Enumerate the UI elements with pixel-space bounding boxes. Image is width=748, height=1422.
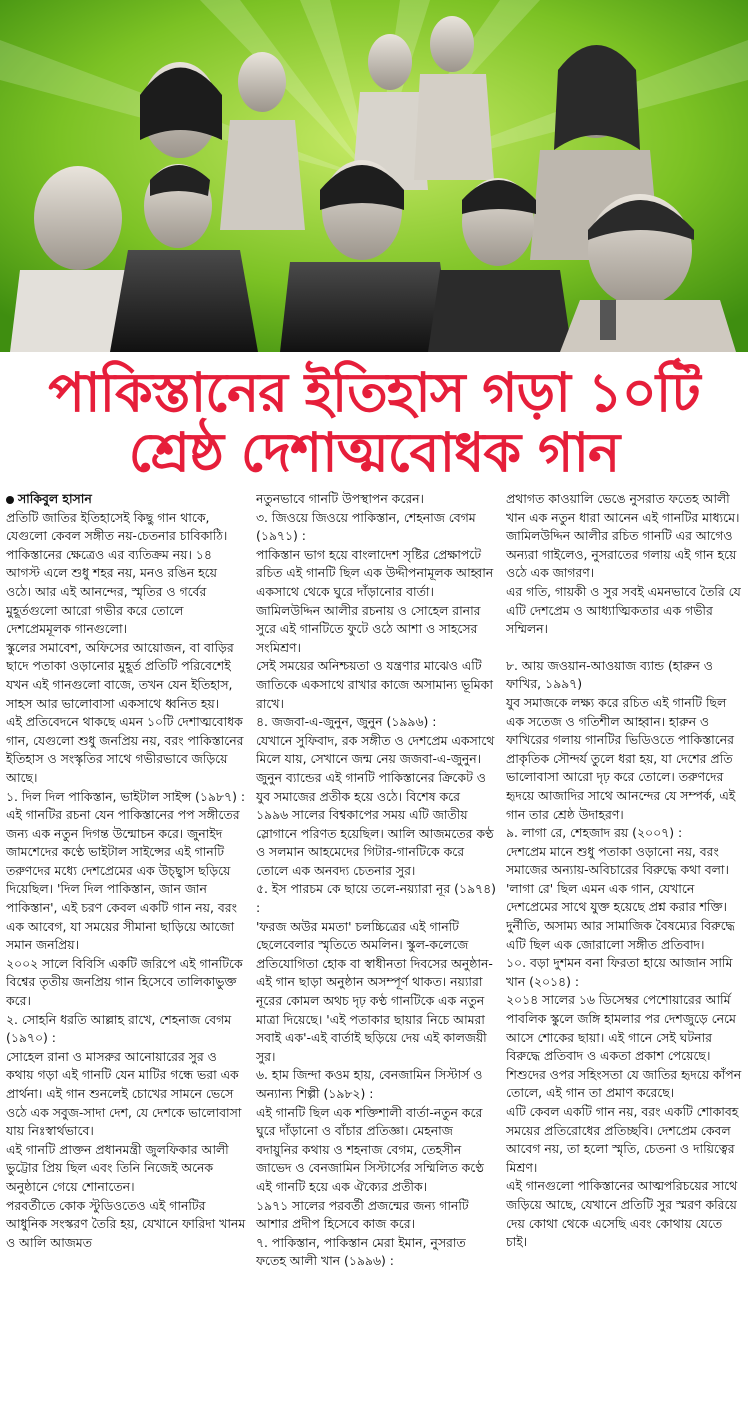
paragraph: ২০১৪ সালের ১৬ ডিসেম্বর পেশোয়ারের আর্মি পাবলিক স্কুলে জঙ্গি হামলার পর দেশজুড়ে নেমে আসে শোকের ছায়া। এই গানে সেই ঘটনার বিরুদ্ধে প্রতিবাদ ও একতা প্রকাশ পেয়েছে।	[506, 992, 736, 1064]
paragraph: এই গানগুলো পাকিস্তানের আত্মপরিচয়ের সাথে জড়িয়ে আছে, যেখানে প্রতিটি সুর স্মরণ করিয়ে দেয় কোথা থেকে এসেছি এবং কোথায় যেতে চাই।	[506, 1178, 738, 1250]
paragraph: প্রথাগত কাওয়ালি ভেঙে নুসরাত ফতেহ আলী খান এক নতুন ধারা আনেন এই গানটির মাধ্যমে। জামিলউদ্দিন আলীর রচিত গানটি এর আগেও অন্যরা গাইলেও, নুসরাতের গলায় এই গান হয়ে ওঠে এক জাগরণ।	[506, 491, 740, 581]
paragraph: যুব সমাজকে লক্ষ্য করে রচিত এই গানটি ছিল এক সতেজ ও গতিশীল আহ্বান। হারুন ও ফাখিরের গলায় গানটির ভিডিওতে পাকিস্তানের প্রাকৃতিক সৌন্দর্য তুলে ধরা হয়, যা দেশের প্রতি ভালোবাসা আরো দৃঢ় করে তোলে। তরুণদের হৃদয়ে আজাদির সাথে আনন্দের যে সম্পর্ক, এই গান তার শ্রেষ্ঠ উদাহরণ।	[506, 694, 736, 822]
paragraph: স্কুলের সমাবেশ, অফিসের আয়োজন, বা বাড়ির ছাদে পতাকা ওড়ানোর মুহূর্ত প্রতিটি পরিবেশেই যখন এই গানগুলো বাজে, তখন যেন ইতিহাস, সাহস আর ভালোবাসা একসাথে ধ্বনিত হয়।	[6, 639, 234, 711]
headline-line-1: পাকিস্তানের ইতিহাস গড়া ১০টি	[48, 361, 700, 424]
paragraph: পরবর্তীতে কোক স্টুডিওতেও এই গানটির আধুনিক সংস্করণ তৈরি হয়, যেখানে ফারিদা খানম ও আলি আজমত	[6, 1197, 246, 1250]
headline	[0, 352, 748, 482]
song-heading: ৩. জিওয়ে জিওয়ে পাকিস্তান, শেহনাজ বেগম (১৯৭১) :	[256, 509, 476, 544]
paragraph: প্রতিটি জাতির ইতিহাসেই কিছু গান থাকে, যেগুলো কেবল সঙ্গীত নয়-চেতনার চাবিকাঠি। পাকিস্তানের ক্ষেত্রেও এর ব্যতিক্রম নয়। ১৪ আগস্ট এলে শুধু শহর নয়, মনও রঙিন হয়ে ওঠে। আর এই আনন্দের, স্মৃতির ও গর্বের মুহূর্তগুলো আরো গভীর করে তোলে দেশপ্রেমমূলক গানগুলো।	[6, 509, 228, 637]
paragraph: শিশুদের ওপর সহিংসতা যে জাতির হৃদয়ে কাঁপন তোলে, এই গান তা প্রমাণ করেছে।	[506, 1066, 742, 1101]
paragraph: সোহেল রানা ও মাসরুর আনোয়ারের সুর ও কথায় গড়া এই গানটি যেন মাটির গন্ধে ভরা এক প্রার্থনা। এই গান শুনলেই চোখের সামনে ভেসে ওঠে এক সবুজ-সাদা দেশ, যে দেশকে ভালোবাসা যায় নিঃস্বার্থভাবে।	[6, 1048, 242, 1139]
paragraph: দেশপ্রেম মানে শুধু পতাকা ওড়ানো নয়, বরং সমাজের অন্যায়-অবিচারের বিরুদ্ধে কথা বলা। 'লাগা রে' ছিল এমন এক গান, যেখানে দেশপ্রেমের সাথে যুক্ত হয়েছে প্রশ্ন করার শক্তি। দুর্নীতি, অসাম্য আর সামাজিক বৈষম্যের বিরুদ্ধে এটি ছিল এক জোরালো সঙ্গীত প্রতিবাদ।	[506, 843, 735, 952]
paragraph: নতুনভাবে গানটি উপস্থাপন করেন।	[256, 491, 424, 506]
paragraph: এর গতি, গায়কী ও সুর সবই এমনভাবে তৈরি যে এটি দেশপ্রেম ও আধ্যাত্মিকতার এক গভীর সম্মিলন।	[506, 583, 741, 637]
song-heading: ৬. হাম জিন্দা কওম হায়, বেনজামিন সিস্টার্স ও অন্যান্য শিল্পী (১৯৮২) :	[256, 1067, 483, 1101]
author-name: সাকিবুল হাসান	[18, 491, 92, 506]
paragraph-spacer	[506, 639, 742, 657]
song-heading: ১০. বড়া দুশমন বনা ফিরতা হায়ে আজান সামি খান (২০১৪) :	[506, 955, 733, 989]
article-column-3	[506, 490, 742, 1418]
song-heading: ৯. লাগা রে, শেহজাদ রয় (২০০৭) :	[506, 825, 683, 841]
paragraph: যেখানে সুফিবাদ, রক সঙ্গীত ও দেশপ্রেম একসাথে মিলে যায়, সেখানে জন্ম নেয় জজবা-এ-জুনুন। জুনুন ব্যান্ডের এই গানটি পাকিস্তানের ক্রিকেট ও যুব সমাজের প্রতীক হয়ে ওঠে। বিশেষ করে ১৯৯৬ সালের বিশ্বকাপের সময় এটি জাতীয় স্লোগানে পরিণত হয়েছিল। আলি আজমতের কণ্ঠ ও সলমান আহমেদের গিটার-গানটিকে করে তোলে এক অনবদ্য চেতনার সুর।	[256, 732, 495, 878]
song-heading: ৪. জজবা-এ-জুনুন, জুনুন (১৯৯৬) :	[256, 714, 437, 730]
singers-photo-collage	[0, 0, 748, 352]
article-column-1	[6, 490, 246, 1418]
paragraph: এই প্রতিবেদনে থাকছে এমন ১০টি দেশাত্মবোধক গান, যেগুলো শুধু জনপ্রিয় নয়, বরং পাকিস্তানের ইতিহাস ও সংস্কৃতির সাথে গভীরভাবে জড়িয়ে আছে।	[6, 714, 244, 785]
paragraph: 'ফরজ অউর মমতা' চলচ্চিত্রের এই গানটি ছেলেবেলার স্মৃতিতে অমলিন। স্কুল-কলেজে প্রতিযোগিতা হোক বা স্বাধীনতা দিবসের অনুষ্ঠান- এই গান ছাড়া অনুষ্ঠান অসম্পূর্ণ থাকত। নয়্যারা নূরের কোমল অথচ দৃঢ় কণ্ঠ গানটিকে এক নতুন মাত্রা দিয়েছে। 'এই পতাকার ছায়ার নিচে আমরা সবাই এক'-এই বার্তাই ছড়িয়ে দেয় এই কালজয়ী সুর।	[256, 918, 493, 1064]
paragraph: ১৯৭১ সালের পরবর্তী প্রজন্মের জন্য গানটি আশার প্রদীপ হিসেবে কাজ করে।	[256, 1197, 469, 1232]
paragraph: সেই সময়ের অনিশ্চয়তা ও যন্ত্রণার মাঝেও এটি জাতিকে একসাথে রাখার কাজে অসামান্য ভূমিকা রাখে।	[256, 658, 493, 711]
byline	[6, 490, 246, 509]
paragraph: এই গানটি প্রাক্তন প্রধানমন্ত্রী জুলফিকার আলী ভুট্টোর প্রিয় ছিল এবং তিনি নিজেই অনেক অনুষ্ঠানে গেয়ে শোনাতেন।	[6, 1141, 229, 1194]
paragraph: পাকিস্তান ভাগ হয়ে বাংলাদেশ সৃষ্টির প্রেক্ষাপটে রচিত এই গানটি ছিল এক উদ্দীপনামূলক আহ্বান একসাথে থেকে ঘুরে দাঁড়ানোর বার্তা। জামিলউদ্দিন আলীর রচনায় ও সোহেল রানার সুরে এই গানটিতে ফুটে ওঠে আশা ও সাহসের সংমিশ্রণ।	[256, 546, 494, 655]
headline-line-2: শ্রেষ্ঠ দেশাত্মবোধক গান	[128, 421, 620, 484]
paragraph: ২০০২ সালে বিবিসি একটি জরিপে এই গানটিকে বিশ্বের তৃতীয় জনপ্রিয় গান হিসেবে তালিকাভুক্ত করে।	[6, 955, 243, 1009]
paragraph: এই গানটির রচনা যেন পাকিস্তানের পপ সঙ্গীতের জন্য এক নতুন দিগন্ত উন্মোচন করে। জুনাইদ জামশেদের কণ্ঠে ভাইটাল সাইন্সের এই গানটি তরুণদের মধ্যে দেশপ্রেমের এক উচ্ছ্বাস ছড়িয়ে দিয়েছিল। 'দিল দিল পাকিস্তান, জান জান পাকিস্তান', এই চরণ কেবল একটি গান নয়, বরং এক আবেগ, যা সময়ের সীমানা ছাড়িয়ে আজো সমান জনপ্রিয়।	[6, 807, 240, 953]
song-heading: ৮. আয় জওয়ান-আওয়াজ ব্যান্ড (হারুন ও ফাখির, ১৯৯৭)	[506, 657, 713, 692]
paragraph: এটি কেবল একটি গান নয়, বরং একটি শোকাবহ সময়ের প্রতিরোধের প্রতিচ্ছবি। দেশপ্রেম কেবল আবেগ নয়, তা হলো স্মৃতি, চেতনা ও দায়িত্বের মিশ্রণ।	[506, 1104, 739, 1175]
song-heading: ২. সোহনি ধরতি আল্লাহ রাখে, শেহনাজ বেগম (১৯৭০) :	[6, 1011, 232, 1046]
song-heading: ৫. ইস পারচম কে ছায়ে তলে-নয়্যারা নূর (১৯৭৪) :	[256, 881, 496, 916]
song-heading: ৭. পাকিস্তান, পাকিস্তান মেরা ইমান, নুসরাত ফতেহ আলী খান (১৯৯৬) :	[256, 1234, 466, 1269]
article-column-2	[256, 490, 496, 1418]
song-heading: ১. দিল দিল পাকিস্তান, ভাইটাল সাইন্স (১৯৮৭) :	[6, 788, 246, 804]
bullet-icon	[6, 496, 14, 504]
paragraph: এই গানটি ছিল এক শক্তিশালী বার্তা-নতুন করে ঘুরে দাঁড়ানো ও বাঁচার প্রতিজ্ঞা। মেহনাজ বদায়ুনির কথায় ও শহনাজ বেগম, তেহসীন জাভেদ ও বেনজামিন সিস্টার্সের সম্মিলিত কণ্ঠে এই গানটি হয়ে এক ঐক্যের প্রতীক।	[256, 1104, 484, 1194]
